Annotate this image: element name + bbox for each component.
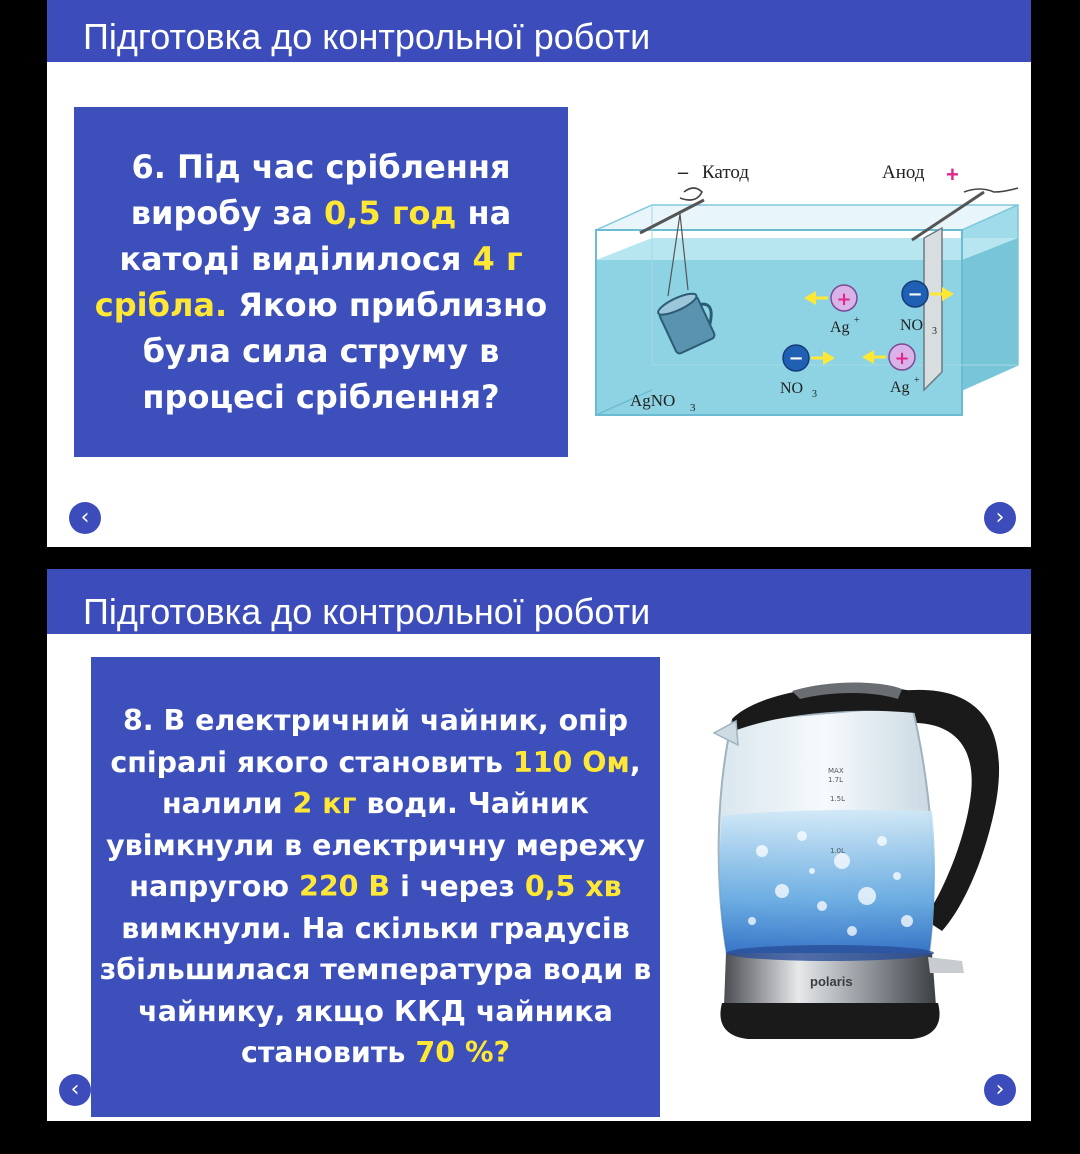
electrolyte-label: AgNO (630, 391, 676, 410)
question-part: на катоді виділилося (119, 194, 512, 278)
ion-charge: − (907, 284, 923, 305)
question-text (74, 144, 568, 420)
cathode-label: Катод (702, 162, 750, 183)
cathode-sign: – (678, 161, 688, 183)
ion-ag-label: Ag (830, 319, 850, 336)
ion-charge: − (788, 348, 804, 369)
electrolysis-diagram (592, 150, 1022, 425)
question-highlight: 70 %? (415, 1036, 511, 1070)
next-slide-button[interactable]: › (984, 502, 1016, 534)
question-box (91, 657, 660, 1117)
question-part: води. Чайник увімкнули в електричну мережу напругою (106, 787, 645, 904)
anode-label: Анод (882, 162, 925, 183)
ion-no3-subscript: 3 (812, 389, 817, 400)
ion-ag-superscript: + (854, 315, 860, 326)
question-highlight: 4 г срібла. (94, 240, 523, 324)
slide-title: Підготовка до контрольної роботи (83, 591, 651, 632)
slide-8 (47, 569, 1031, 1121)
question-part: , налили (161, 745, 641, 821)
question-highlight: 0,5 хв (524, 870, 622, 904)
ion-ag-superscript: + (914, 375, 920, 386)
prev-slide-button[interactable]: ‹ (69, 502, 101, 534)
kettle-mark: MAX (828, 767, 844, 775)
ion-no3-label: NO (780, 380, 804, 397)
kettle-mark: 1.5L (830, 795, 846, 803)
ion-charge: + (894, 348, 910, 369)
question-highlight: 220 В (299, 870, 391, 904)
slide-header (47, 569, 1031, 634)
prev-slide-button[interactable]: ‹ (59, 1074, 91, 1106)
question-part: і через (390, 870, 525, 904)
kettle-image (692, 661, 1022, 1041)
question-text (91, 700, 660, 1074)
kettle-brand: polaris (810, 974, 853, 989)
slide-title: Підготовка до контрольної роботи (83, 16, 651, 57)
slide-header (47, 0, 1031, 62)
electrolyte-subscript: 3 (690, 402, 696, 414)
question-part: Якою приблизно була сила струму в процесі сріблення? (142, 286, 548, 416)
kettle-mark: 1.0L (830, 847, 846, 855)
question-highlight: 2 кг (292, 787, 357, 821)
question-part: 6. Під час сріблення виробу за (130, 148, 511, 232)
question-highlight: 0,5 год (324, 194, 457, 232)
ion-charge: + (836, 289, 852, 310)
next-slide-button[interactable]: › (984, 1074, 1016, 1106)
ion-no3-label: NO (900, 317, 924, 334)
anode-sign: + (946, 162, 959, 187)
question-part: вимкнули. На скільки градусів збільшилася температура води в чайнику, якщо ККД чайника становить (99, 911, 652, 1070)
question-box (74, 107, 568, 457)
ion-ag-label: Ag (890, 379, 910, 396)
kettle-mark: 1.7L (828, 776, 844, 784)
question-highlight: 110 Ом (512, 745, 630, 779)
ion-no3-subscript: 3 (932, 326, 937, 337)
slide-6 (47, 0, 1031, 547)
question-part: 8. В електричний чайник, опір спіралі якого становить (110, 704, 629, 779)
